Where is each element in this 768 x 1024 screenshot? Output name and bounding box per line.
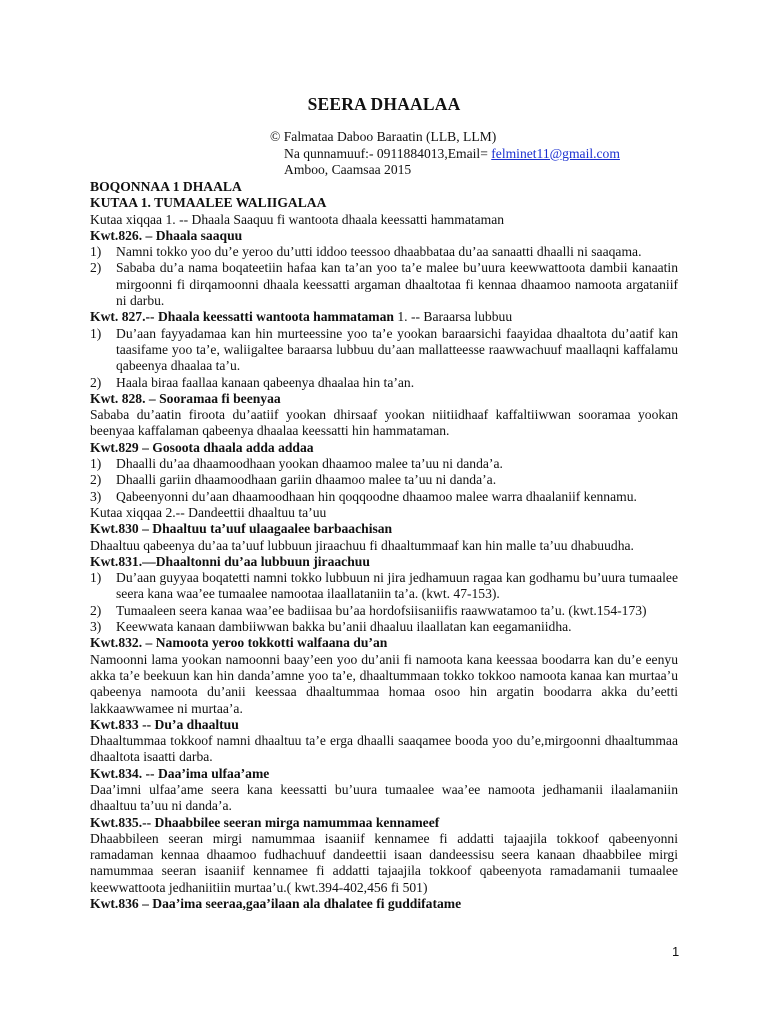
list-number: 2) [90, 472, 102, 488]
list-number: 2) [90, 260, 102, 276]
list-number: 1) [90, 325, 102, 341]
article-heading-834: Kwt.834. -- Daa’ima ulfaa’ame [90, 765, 270, 781]
list-text: Tumaaleen seera kanaa waa’ee badiisaa bu’aa hordofsiisaniifis raawwatamoo ta’u. (kwt.154-173) [116, 602, 647, 618]
list-number: 2) [90, 374, 102, 390]
chapter-heading: BOQONNAA 1 DHAALA [90, 179, 242, 194]
list-text: Dhaalli gariin dhaamoodhaan gariin dhaamoo malee ta’uu ni danda’a. [116, 472, 497, 488]
subsection-heading: Kutaa xiqqaa 1. -- Dhaala Saaquu fi wantoota dhaala keessatti hammataman [90, 211, 505, 227]
list-item [90, 260, 678, 309]
article-heading-835: Kwt.835.-- Dhaabbilee seeran mirga namummaa kennameef [90, 814, 440, 830]
list-item [90, 570, 678, 603]
paragraph: Daa’imni ulfaa’ame seera kana keessatti bu’uura tumaalee waa’ee namoota jedhamanii ilaalamaniin dhaaltuu ta’uu ni danda’a. [90, 781, 678, 814]
list-item [90, 244, 678, 260]
list-item [90, 603, 678, 619]
article-heading-830: Kwt.830 – Dhaaltuu ta’uuf ulaagaalee barbaachisan [90, 521, 393, 537]
place-date-line: Amboo, Caamsaa 2015 [284, 162, 412, 177]
list-number: 3) [90, 619, 102, 635]
paragraph: Dhaaltuu qabeenya du’aa ta’uuf lubbuun jiraachuu fi dhaaltummaaf kan hin malle ta’uu dhabuudha. [90, 537, 634, 553]
paragraph: Dhaabbileen seeran mirgi namummaa isaaniif kennamee fi addatti tajaajila tokkoof qabeenyonni ramadaman kennaa dhaamoo fudhachuuf dandeettii isaan dandeessisu seera kanaan dhaabbilee mirgi namummaa seeran isaaniif kennamee fi addatti tajaajila tokkoof qabeenyota ramadamanii tumaalee keewwattoota jedhaniitiin murtaa’u.( kwt.394-402,456 fi 501) [90, 830, 678, 895]
author-line: © Falmataa Daboo Baraatin (LLB, LLM) [270, 129, 497, 144]
list-text: Dhaalli du’aa dhaamoodhaan yookan dhaamoo malee ta’uu ni danda’a. [116, 456, 503, 472]
list-item [90, 619, 678, 635]
article-heading-827-title: Kwt. 827.-- Dhaala keessatti wantoota hammataman [90, 309, 394, 325]
list-item [90, 456, 678, 472]
list-number: 3) [90, 488, 102, 504]
paragraph: Sababa du’aatin firoota du’aatiif yookan dhirsaaf yookan niitiidhaaf kaffaltiiwwan sooramaa yookan beenyaa kaffalaman qabeenya dhaalaa keessatti hin hammataman. [90, 407, 678, 439]
paragraph: Namoonni lama yookan namoonni baay’een yoo du’anii fi namoota kana keessaa boodarra kan du’e eenyu akka ta’e beekuun kan hin danda’amne yoo ta’e, dhaaltummaan tokko tokkoo namoota kanaa kan murtaa’u qabeenya namoota du’anii keessaa dhaaltummaa homaa osoo hin argatin boodarra akka du’eetti lakkaawwamee ni murtaa’a. [90, 651, 678, 716]
list-text: Namni tokko yoo du’e yeroo du’utti iddoo teessoo dhaabbataa du’aa sanaatti dhaalli ni saaqama. [116, 244, 642, 260]
article-heading-832: Kwt.832. – Namoota yeroo tokkotti walfaana du’an [90, 635, 388, 651]
author-block [270, 129, 620, 179]
contact-prefix: Na qunnamuuf:- 0911884013,Email= [284, 145, 492, 161]
article-heading-827-sub: 1. -- Baraarsa lubbuu [393, 309, 513, 325]
article-heading-826: Kwt.826. – Dhaala saaquu [90, 227, 243, 243]
article-heading-829: Kwt.829 – Gosoota dhaala adda addaa [90, 439, 314, 455]
list-item [90, 472, 678, 488]
article-heading-831: Kwt.831.—Dhaaltonni du’aa lubbuun jiraachuu [90, 553, 370, 569]
paragraph: Dhaaltummaa tokkoof namni dhaaltuu ta’e erga dhaalli saaqamee booda yoo du’e,mirgoonni dhaaltummaa dhaaltota isaatti darba. [90, 733, 678, 765]
document-title: SEERA DHAALAA [307, 94, 461, 114]
list-text: Keewwata kanaan dambiiwwan bakka bu’anii dhaaluu ilaallatan kan eegamaniidha. [116, 619, 572, 635]
list-item [90, 375, 678, 391]
list-number: 1) [90, 244, 102, 260]
section-heading: KUTAA 1. TUMAALEE WALIIGALAA [90, 195, 327, 211]
article-heading-833: Kwt.833 -- Du’a dhaaltuu [90, 716, 239, 732]
list-number: 2) [90, 602, 102, 618]
document-body [90, 179, 678, 912]
article-heading-836: Kwt.836 – Daa’ima seeraa,gaa’ilaan ala dhalatee fi guddifatame [90, 896, 462, 912]
contact-line [270, 146, 620, 163]
email-link[interactable]: felminet11@gmail.com [491, 145, 620, 161]
article-heading-828: Kwt. 828. – Sooramaa fi beenyaa [90, 390, 281, 406]
page-number: 1 [672, 944, 680, 959]
list-number: 1) [90, 570, 102, 586]
subsection-heading: Kutaa xiqqaa 2.-- Dandeettii dhaaltuu ta’uu [90, 504, 327, 520]
list-item [90, 489, 678, 505]
list-text: Haala biraa faallaa kanaan qabeenya dhaalaa hin ta’an. [116, 374, 415, 390]
list-number: 1) [90, 456, 102, 472]
list-text: Du’aan fayyadamaa kan hin murteessine yoo ta’e yookan baraarsichi faayidaa dhaaltota du’aatif kan taasifame yoo ta’e, waliigaltee baraarsa lubbuu du’aan mallatteesse raawwachuuf maallaqni kaffalamu qabeenya dhaalaa ta’u. [116, 325, 678, 374]
list-item [90, 326, 678, 375]
list-text: Sababa du’a nama boqateetiin hafaa kan ta’an yoo ta’e malee bu’uura keewwattoota dambii kanaatin mirgoonni fi dirqamoonni dhaala keessatti argaman dhaaltotaa fi kennaa dhaamoo namoota argataniif ni darbu. [116, 260, 678, 309]
article-heading-827 [90, 309, 678, 325]
list-text: Qabeenyonni du’aan dhaamoodhaan hin qoqqoodne dhaamoo malee warra dhaalaniif kennamu. [116, 488, 637, 504]
list-text: Du’aan guyyaa boqatetti namni tokko lubbuun ni jira jedhamuun ragaa kan godhamu bu’uura tumaalee seera kana waa’ee tumaalee namootaa ilaallataniin ta’a. (kwt. 47-153). [116, 570, 678, 602]
